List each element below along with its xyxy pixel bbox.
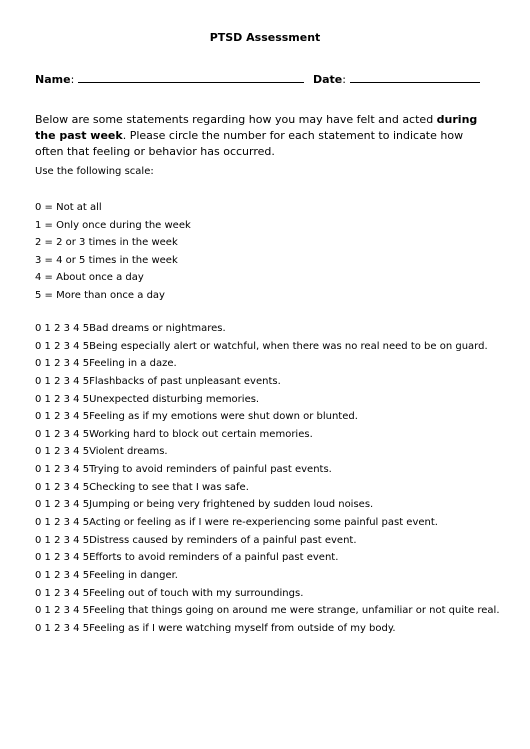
name-label: Name: [35, 73, 71, 86]
statement-text: Checking to see that I was safe.: [89, 481, 249, 493]
statement-text: Being especially alert or watchful, when there was no real need to be on guard.: [89, 340, 488, 352]
rating-options[interactable]: 0 1 2 3 4 5: [35, 428, 90, 440]
rating-options[interactable]: 0 1 2 3 4 5: [35, 340, 90, 352]
date-colon: :: [342, 73, 346, 86]
rating-options[interactable]: 0 1 2 3 4 5: [35, 622, 90, 634]
page-title: PTSD Assessment: [209, 31, 321, 44]
rating-options[interactable]: 0 1 2 3 4 5: [35, 569, 90, 581]
rating-options[interactable]: 0 1 2 3 4 5: [35, 323, 90, 334]
rating-options[interactable]: 0 1 2 3 4 5: [35, 393, 90, 405]
statement-text: Jumping or being very frightened by sudden loud noises.: [89, 499, 374, 511]
rating-options[interactable]: 0 1 2 3 4 5: [35, 464, 90, 476]
statement-row: [35, 516, 500, 534]
statement-text: Distress caused by reminders of a painful past event.: [89, 534, 357, 546]
statement-row: [35, 375, 500, 393]
statement-text: Feeling as if I were watching myself from outside of my body.: [89, 622, 396, 634]
statement-row: [35, 410, 500, 428]
statement-row: [35, 340, 500, 358]
rating-options[interactable]: 0 1 2 3 4 5: [35, 552, 90, 564]
instructions-text-start: Below are some statements regarding how you may have felt and acted: [35, 113, 437, 126]
instructions-text-end: . Please circle the number for each statement to indicate how often that feeling or behavior has occurred.: [35, 129, 464, 158]
statement-row: [35, 393, 500, 411]
name-field-group: [35, 71, 304, 87]
name-field[interactable]: [78, 71, 304, 83]
rating-options[interactable]: 0 1 2 3 4 5: [35, 605, 90, 617]
statement-text: Feeling in a daze.: [89, 358, 177, 370]
scale-item: 0 = Not at all: [35, 202, 102, 213]
statement-text: Bad dreams or nightmares.: [89, 323, 226, 334]
statement-row: [35, 622, 500, 640]
statement-text: Working hard to block out certain memories.: [89, 428, 313, 440]
statement-row: [35, 604, 500, 622]
statement-row: [35, 322, 500, 340]
statement-row: [35, 587, 500, 605]
statement-list: [35, 322, 500, 640]
statement-row: [35, 534, 500, 552]
date-label: Date: [313, 73, 343, 86]
statement-row: [35, 357, 500, 375]
statement-row: [35, 569, 500, 587]
statement-text: Flashbacks of past unpleasant events.: [89, 375, 281, 387]
statement-text: Feeling out of touch with my surroundings.: [89, 587, 304, 599]
rating-options[interactable]: 0 1 2 3 4 5: [35, 358, 90, 370]
statement-text: Trying to avoid reminders of painful past events.: [89, 464, 332, 476]
statement-row: [35, 445, 500, 463]
statement-text: Unexpected disturbing memories.: [89, 393, 260, 405]
scale-item: 3 = 4 or 5 times in the week: [35, 254, 178, 266]
rating-options[interactable]: 0 1 2 3 4 5: [35, 446, 90, 458]
rating-options[interactable]: 0 1 2 3 4 5: [35, 411, 90, 423]
scale-item: 2 = 2 or 3 times in the week: [35, 237, 178, 249]
scale-intro: Use the following scale:: [35, 166, 154, 177]
instructions-paragraph: [35, 112, 485, 160]
scale-item: 5 = More than once a day: [35, 289, 165, 301]
date-field-group: [313, 71, 480, 87]
statement-row: [35, 551, 500, 569]
statement-text: Efforts to avoid reminders of a painful past event.: [89, 552, 339, 564]
statement-text: Violent dreams.: [89, 446, 168, 458]
statement-row: [35, 428, 500, 446]
statement-text: Feeling in danger.: [89, 569, 178, 581]
statement-row: [35, 481, 500, 499]
rating-options[interactable]: 0 1 2 3 4 5: [35, 534, 90, 546]
scale-item: 4 = About once a day: [35, 272, 144, 284]
rating-options[interactable]: 0 1 2 3 4 5: [35, 375, 90, 387]
statement-text: Acting or feeling as if I were re-experiencing some painful past event.: [89, 517, 438, 529]
rating-options[interactable]: 0 1 2 3 4 5: [35, 587, 90, 599]
statement-row: [35, 498, 500, 516]
name-colon: :: [70, 73, 75, 86]
scale-item: 1 = Only once during the week: [35, 219, 191, 231]
rating-options[interactable]: 0 1 2 3 4 5: [35, 517, 90, 529]
name-date-row: [35, 71, 495, 85]
scale-list: [35, 201, 191, 307]
statement-row: [35, 463, 500, 481]
instructions-emphasis: during the past week: [35, 113, 478, 142]
statement-text: Feeling as if my emotions were shut down or blunted.: [89, 411, 358, 423]
rating-options[interactable]: 0 1 2 3 4 5: [35, 499, 90, 511]
statement-text: Feeling that things going on around me were strange, unfamiliar or not quite real.: [89, 605, 500, 617]
date-field[interactable]: [350, 71, 480, 83]
rating-options[interactable]: 0 1 2 3 4 5: [35, 481, 90, 493]
